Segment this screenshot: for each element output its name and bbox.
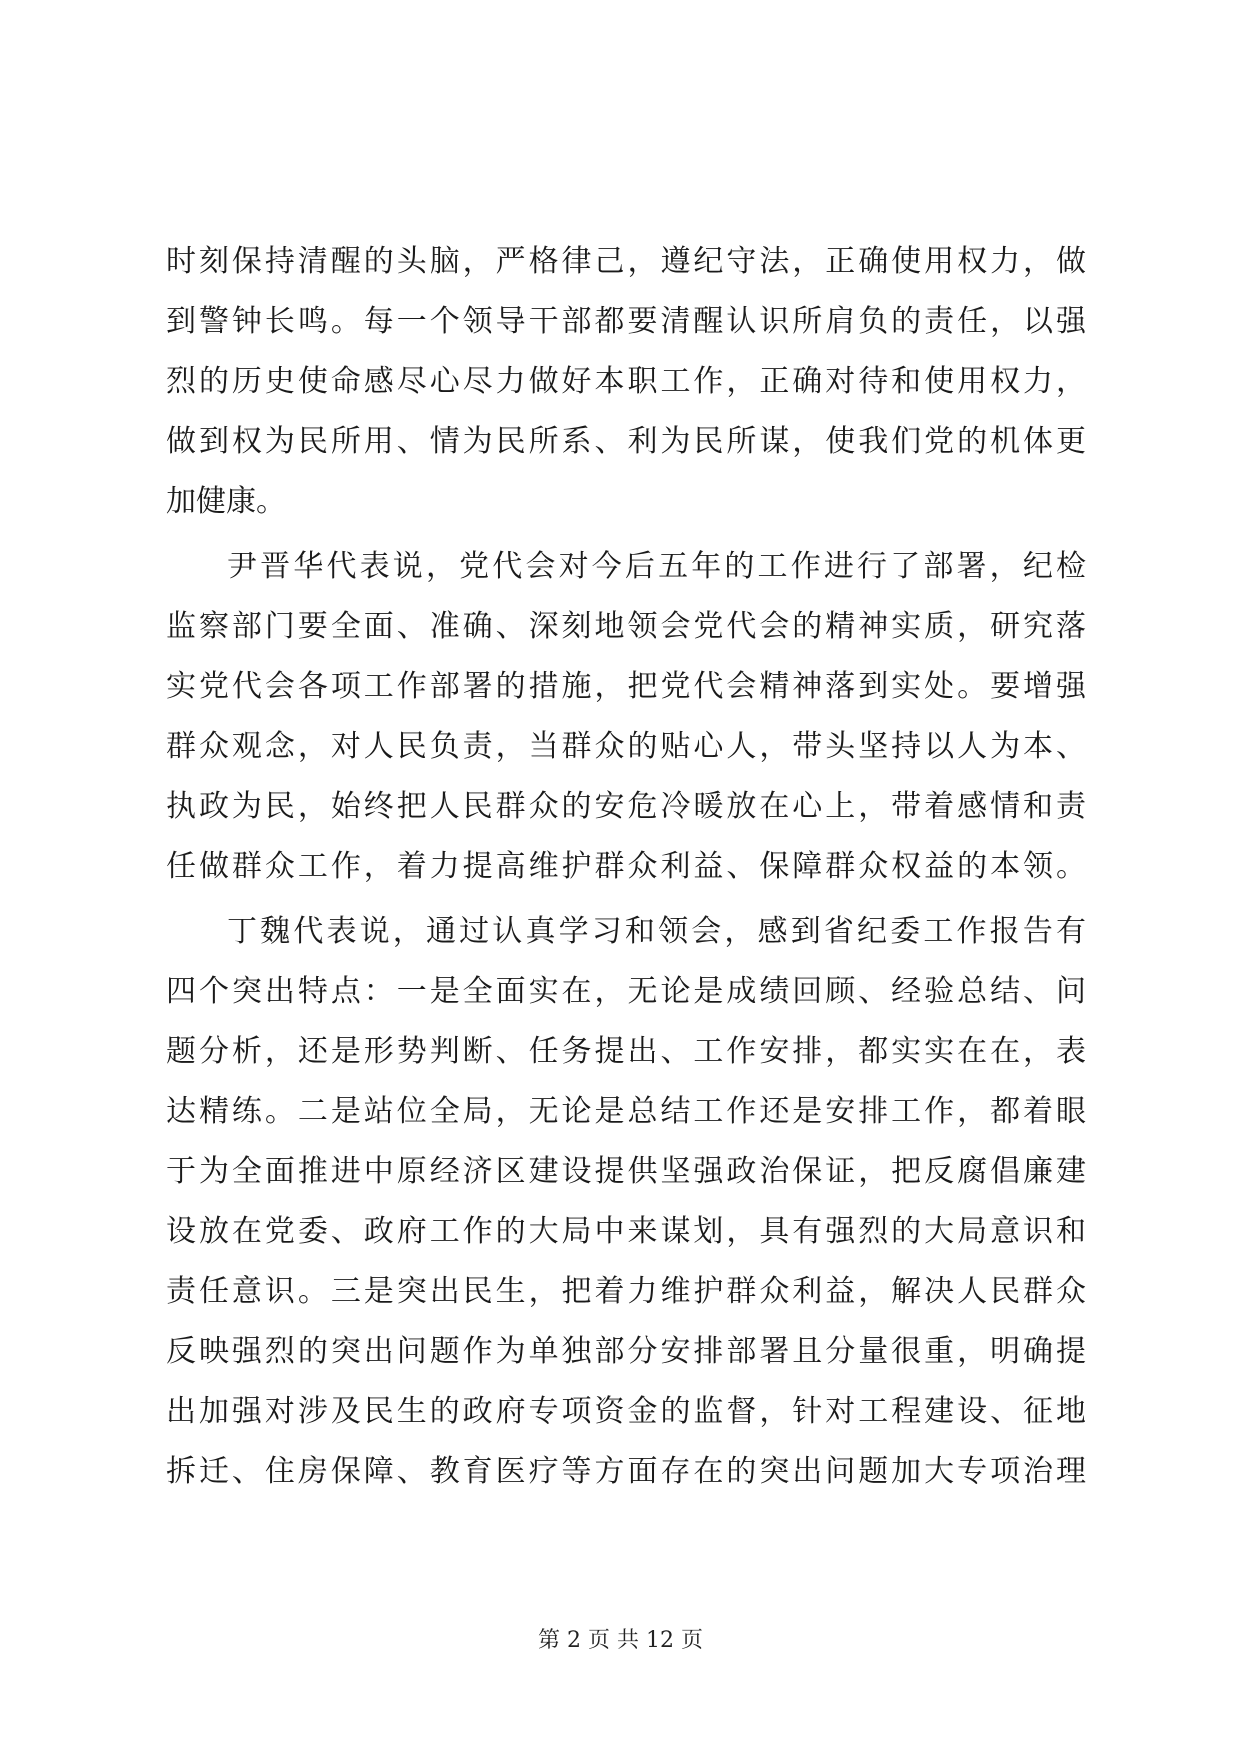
paragraph-line: 丁魏代表说，通过认真学习和领会，感到省纪委工作报告有 [227, 914, 1086, 949]
paragraph-line: 到警钟长鸣。每一个领导干部都要清醒认识所肩负的责任，以强 [166, 304, 1086, 339]
paragraph-line: 四个突出特点：一是全面实在，无论是成绩回顾、经验总结、问 [166, 974, 1086, 1009]
paragraph-line: 设放在党委、政府工作的大局中来谋划，具有强烈的大局意识和 [166, 1214, 1086, 1249]
paragraph-line: 拆迁、住房保障、教育医疗等方面存在的突出问题加大专项治理 [166, 1454, 1086, 1489]
paragraph-line: 时刻保持清醒的头脑，严格律己，遵纪守法，正确使用权力，做 [166, 244, 1086, 279]
paragraph-2 [166, 537, 1086, 897]
paragraph-line: 于为全面推进中原经济区建设提供坚强政治保证，把反腐倡廉建 [166, 1154, 1086, 1189]
document-body [166, 232, 1086, 1502]
paragraph-line: 执政为民，始终把人民群众的安危冷暖放在心上，带着感情和责 [166, 789, 1086, 824]
paragraph-line: 任做群众工作，着力提高维护群众利益、保障群众权益的本领。 [166, 849, 1086, 884]
paragraph-line: 责任意识。三是突出民生，把着力维护群众利益，解决人民群众 [166, 1274, 1086, 1309]
paragraph-1 [166, 232, 1086, 532]
paragraph-line: 烈的历史使命感尽心尽力做好本职工作，正确对待和使用权力， [166, 364, 1086, 399]
paragraph-line: 加健康。 [166, 484, 286, 519]
paragraph-line: 做到权为民所用、情为民所系、利为民所谋，使我们党的机体更 [166, 424, 1086, 459]
page-number-footer: 第 2 页 共 12 页 [538, 1628, 703, 1653]
paragraph-line: 尹晋华代表说，党代会对今后五年的工作进行了部署，纪检 [227, 549, 1086, 584]
paragraph-line: 群众观念，对人民负责，当群众的贴心人，带头坚持以人为本、 [166, 729, 1086, 764]
paragraph-line: 实党代会各项工作部署的措施，把党代会精神落到实处。要增强 [166, 669, 1086, 704]
paragraph-3 [166, 902, 1086, 1502]
paragraph-line: 题分析，还是形势判断、任务提出、工作安排，都实实在在，表 [166, 1034, 1086, 1069]
paragraph-line: 出加强对涉及民生的政府专项资金的监督，针对工程建设、征地 [166, 1394, 1086, 1429]
paragraph-line: 反映强烈的突出问题作为单独部分安排部署且分量很重，明确提 [166, 1334, 1086, 1369]
paragraph-line: 监察部门要全面、准确、深刻地领会党代会的精神实质，研究落 [166, 609, 1086, 644]
paragraph-line: 达精练。二是站位全局，无论是总结工作还是安排工作，都着眼 [166, 1094, 1086, 1129]
